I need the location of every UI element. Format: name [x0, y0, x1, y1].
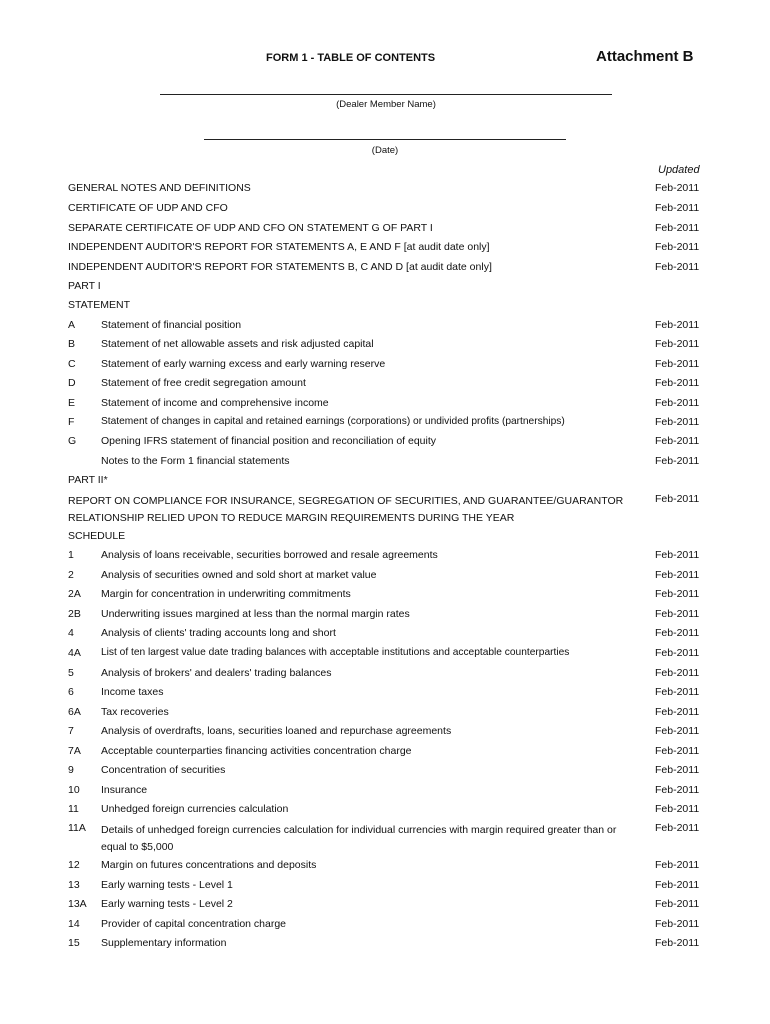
toc-row — [0, 918, 770, 936]
toc-row — [0, 745, 770, 763]
toc-entry-code: 15 — [68, 937, 80, 949]
toc-row — [0, 358, 770, 376]
toc-row — [0, 859, 770, 877]
toc-entry-text: Statement of income and comprehensive income — [101, 397, 329, 409]
toc-entry-text: Acceptable counterparties financing activities concentration charge — [101, 745, 412, 757]
toc-entry-date: Feb-2011 — [655, 686, 700, 698]
toc-entry-date: Feb-2011 — [655, 725, 700, 737]
toc-entry-text: Analysis of brokers' and dealers' trading balances — [101, 667, 332, 679]
toc-entry-code: 4A — [68, 647, 81, 659]
toc-entry-date: Feb-2011 — [655, 859, 700, 871]
toc-entry-date: Feb-2011 — [655, 569, 700, 581]
statement-subheading: STATEMENT — [68, 299, 131, 311]
toc-entry-date: Feb-2011 — [655, 627, 700, 639]
page-title: FORM 1 - TABLE OF CONTENTS — [266, 52, 436, 64]
toc-row — [0, 803, 770, 821]
toc-row — [0, 455, 770, 473]
toc-entry-text: Statement of changes in capital and retained earnings (corporations) or undivided profits (partnerships) — [101, 416, 565, 427]
toc-entry-date: Feb-2011 — [655, 358, 700, 370]
toc-entry-date: Feb-2011 — [655, 784, 700, 796]
part-two-heading: PART II* — [68, 474, 108, 486]
toc-entry-text: Provider of capital concentration charge — [101, 918, 287, 930]
toc-row — [0, 319, 770, 337]
toc-row — [0, 784, 770, 802]
toc-entry-text: Statement of net allowable assets and risk adjusted capital — [101, 338, 374, 350]
toc-entry-code: E — [68, 397, 76, 409]
toc-row — [0, 608, 770, 626]
toc-entry-code: C — [68, 358, 76, 370]
toc-entry-code: 6 — [68, 686, 74, 698]
toc-entry-code: B — [68, 338, 76, 350]
toc-row — [0, 725, 770, 743]
toc-entry-date: Feb-2011 — [655, 588, 700, 600]
toc-row — [0, 416, 770, 434]
toc-row — [0, 435, 770, 453]
toc-row — [0, 706, 770, 724]
toc-entry-code: 11 — [68, 803, 79, 815]
toc-entry-text: INDEPENDENT AUDITOR'S REPORT FOR STATEMENTS B, C AND D [at audit date only] — [68, 261, 492, 273]
toc-entry-date: Feb-2011 — [655, 918, 700, 930]
toc-row — [0, 879, 770, 897]
toc-entry-date: Feb-2011 — [655, 493, 700, 505]
toc-entry-code: 7 — [68, 725, 74, 737]
dealer-name-caption: (Dealer Member Name) — [336, 99, 436, 110]
toc-entry-date: Feb-2011 — [655, 416, 700, 428]
toc-entry-text: Margin on futures concentrations and deposits — [101, 859, 317, 871]
toc-entry-date: Feb-2011 — [655, 549, 700, 561]
toc-row — [0, 667, 770, 685]
toc-entry-code: 1 — [68, 549, 74, 561]
toc-entry-code: A — [68, 319, 76, 331]
toc-entry-text: INDEPENDENT AUDITOR'S REPORT FOR STATEMENTS A, E AND F [at audit date only] — [68, 241, 490, 253]
toc-entry-text: Tax recoveries — [101, 706, 169, 718]
toc-entry-text: Underwriting issues margined at less than the normal margin rates — [101, 608, 410, 620]
toc-entry-text: Notes to the Form 1 financial statements — [101, 455, 290, 467]
toc-entry-code: 10 — [68, 784, 80, 796]
toc-entry-text: GENERAL NOTES AND DEFINITIONS — [68, 182, 251, 194]
toc-entry-code: 2 — [68, 569, 74, 581]
toc-entry-text: SEPARATE CERTIFICATE OF UDP AND CFO ON STATEMENT G OF PART I — [68, 222, 433, 234]
toc-entry-date: Feb-2011 — [655, 397, 700, 409]
toc-entry-date: Feb-2011 — [655, 803, 700, 815]
toc-entry-code: 12 — [68, 859, 80, 871]
toc-row — [0, 397, 770, 415]
toc-entry-code: 4 — [68, 627, 74, 639]
toc-entry-date: Feb-2011 — [655, 338, 700, 350]
section-heading — [0, 474, 770, 492]
toc-row — [0, 569, 770, 587]
toc-row — [0, 338, 770, 356]
toc-entry-text: Income taxes — [101, 686, 164, 698]
toc-entry-text: Unhedged foreign currencies calculation — [101, 803, 289, 815]
toc-entry-date: Feb-2011 — [655, 455, 700, 467]
toc-entry-code: G — [68, 435, 77, 447]
toc-row — [0, 182, 770, 200]
toc-row — [0, 549, 770, 567]
toc-entry-code: 2A — [68, 588, 81, 600]
toc-entry-text: Analysis of overdrafts, loans, securities loaned and repurchase agreements — [101, 725, 452, 737]
toc-entry-date: Feb-2011 — [655, 319, 700, 331]
toc-entry-text: List of ten largest value date trading balances with acceptable institutions and acceptable counterparties — [101, 647, 570, 658]
toc-entry-date: Feb-2011 — [655, 879, 700, 891]
part-one-heading: PART I — [68, 280, 101, 292]
toc-entry-code: 6A — [68, 706, 81, 718]
toc-entry-text: CERTIFICATE OF UDP AND CFO — [68, 202, 228, 214]
toc-row — [0, 822, 770, 858]
schedule-subheading: SCHEDULE — [68, 530, 126, 542]
toc-entry-date: Feb-2011 — [655, 241, 700, 253]
updated-column-header: Updated — [658, 164, 700, 176]
toc-row — [0, 377, 770, 395]
attachment-label: Attachment B — [596, 48, 694, 65]
toc-entry-code: 13A — [68, 898, 87, 910]
toc-entry-code: 2B — [68, 608, 81, 620]
toc-entry-date: Feb-2011 — [655, 182, 700, 194]
toc-row — [0, 261, 770, 279]
toc-row — [0, 222, 770, 240]
toc-entry-code: D — [68, 377, 76, 389]
toc-entry-text: Early warning tests - Level 2 — [101, 898, 233, 910]
toc-row — [0, 686, 770, 704]
toc-entry-text: Statement of free credit segregation amount — [101, 377, 306, 389]
toc-entry-date: Feb-2011 — [655, 745, 700, 757]
toc-entry-date: Feb-2011 — [655, 764, 700, 776]
toc-entry-date: Feb-2011 — [655, 647, 700, 659]
section-heading — [0, 280, 770, 298]
toc-row — [0, 764, 770, 782]
toc-row — [0, 493, 770, 529]
dealer-name-line — [160, 94, 612, 95]
toc-row — [0, 627, 770, 645]
toc-entry-text: Concentration of securities — [101, 764, 226, 776]
toc-row — [0, 588, 770, 606]
toc-entry-date: Feb-2011 — [655, 435, 700, 447]
toc-entry-date: Feb-2011 — [655, 608, 700, 620]
toc-entry-text: Early warning tests - Level 1 — [101, 879, 233, 891]
toc-entry-text: Supplementary information — [101, 937, 227, 949]
toc-entry-text: Analysis of clients' trading accounts long and short — [101, 627, 336, 639]
toc-row — [0, 647, 770, 665]
section-subheading — [0, 530, 770, 548]
toc-row — [0, 241, 770, 259]
toc-entry-code: 5 — [68, 667, 74, 679]
toc-entry-code: 13 — [68, 879, 80, 891]
toc-entry-date: Feb-2011 — [655, 377, 700, 389]
toc-entry-text: Statement of financial position — [101, 319, 242, 331]
date-line — [204, 139, 566, 140]
toc-entry-code: 7A — [68, 745, 81, 757]
toc-entry-date: Feb-2011 — [655, 667, 700, 679]
toc-entry-code: 14 — [68, 918, 80, 930]
toc-row — [0, 898, 770, 916]
toc-entry-code: F — [68, 416, 75, 428]
section-subheading — [0, 299, 770, 317]
toc-entry-text: Analysis of loans receivable, securities borrowed and resale agreements — [101, 549, 438, 561]
toc-entry-date: Feb-2011 — [655, 706, 700, 718]
toc-entry-text: Insurance — [101, 784, 148, 796]
toc-entry-text: Analysis of securities owned and sold short at market value — [101, 569, 377, 581]
toc-entry-text: Statement of early warning excess and early warning reserve — [101, 358, 386, 370]
toc-entry-date: Feb-2011 — [655, 898, 700, 910]
toc-entry-date: Feb-2011 — [655, 822, 700, 834]
toc-entry-text: Opening IFRS statement of financial position and reconciliation of equity — [101, 435, 437, 447]
toc-entry-text: Details of unhedged foreign currencies calculation for individual currencies with margin required greater than or equal to $5,000 — [101, 824, 617, 853]
toc-entry-code: 11A — [68, 822, 86, 834]
toc-entry-text: Margin for concentration in underwriting commitments — [101, 588, 351, 600]
toc-row — [0, 202, 770, 220]
toc-entry-date: Feb-2011 — [655, 261, 700, 273]
toc-entry-date: Feb-2011 — [655, 937, 700, 949]
toc-entry-code: 9 — [68, 764, 74, 776]
date-caption: (Date) — [371, 145, 399, 156]
toc-entry-date: Feb-2011 — [655, 202, 700, 214]
toc-row — [0, 937, 770, 955]
toc-entry-date: Feb-2011 — [655, 222, 700, 234]
toc-entry-text: REPORT ON COMPLIANCE FOR INSURANCE, SEGREGATION OF SECURITIES, AND GUARANTEE/GUARANTOR RELATIONSHIP RELIED UPON TO REDUCE MARGIN REQUIREMENTS DURING THE YEAR — [68, 495, 624, 524]
